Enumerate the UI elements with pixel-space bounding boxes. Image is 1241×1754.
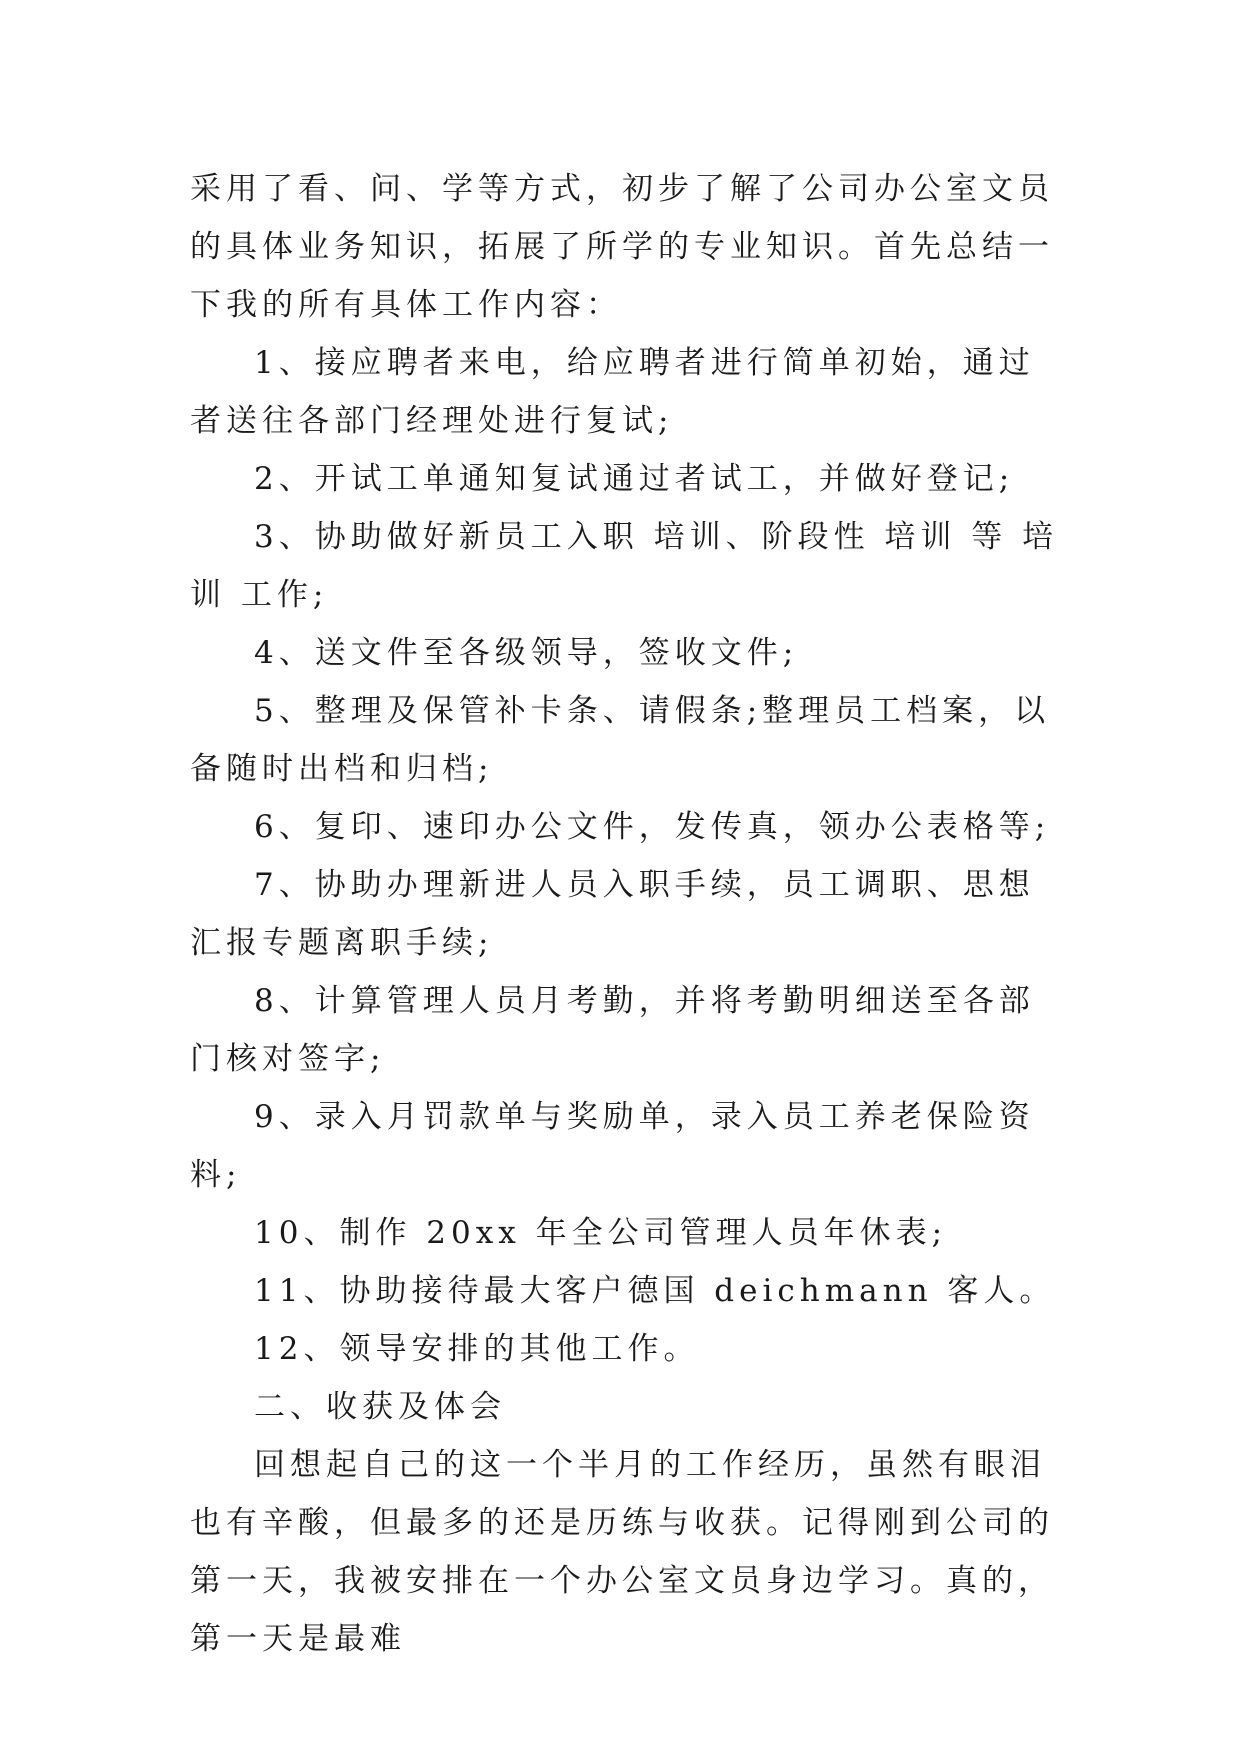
list-item-6: 6、复印、速印办公文件，发传真，领办公表格等;: [254, 809, 1051, 845]
list-item-5: 5、整理及保管补卡条、请假条;整理员工档案，以备随时出档和归档;: [190, 693, 1051, 787]
list-item-3: 3、协助做好新员工入职 培训、阶段性 培训 等 培训 工作;: [190, 519, 1059, 613]
paragraph-intro: 采用了看、问、学等方式，初步了解了公司办公室文员的具体业务知识，拓展了所学的专业知识。首先总结一下我的所有具体工作内容：: [190, 171, 1054, 323]
paragraph-reflection: 回想起自己的这一个半月的工作经历，虽然有眼泪也有辛酸，但最多的还是历练与收获。记得刚到公司的第一天，我被安排在一个办公室文员身边学习。真的，第一天是最难: [190, 1447, 1054, 1657]
list-item-4: 4、送文件至各级领导，签收文件;: [254, 635, 799, 671]
section-heading: 二、收获及体会: [254, 1389, 506, 1425]
list-item-11: 11、协助接待最大客户德国 deichmann 客人。: [254, 1273, 1056, 1309]
document-body: [190, 160, 1062, 1668]
list-item-2: 2、开试工单通知复试通过者试工，并做好登记;: [254, 461, 1015, 497]
list-item-12: 12、领导安排的其他工作。: [254, 1331, 700, 1367]
list-item-7: 7、协助办理新进人员入职手续，员工调职、思想汇报专题离职手续;: [190, 867, 1035, 961]
list-item-10: 10、制作 20xx 年全公司管理人员年休表;: [254, 1215, 948, 1251]
list-item-1: 1、接应聘者来电，给应聘者进行简单初始，通过者送往各部门经理处进行复试;: [190, 345, 1035, 439]
list-item-9: 9、录入月罚款单与奖励单，录入员工养老保险资料;: [190, 1099, 1035, 1193]
list-item-8: 8、计算管理人员月考勤，并将考勤明细送至各部门核对签字;: [190, 983, 1035, 1077]
